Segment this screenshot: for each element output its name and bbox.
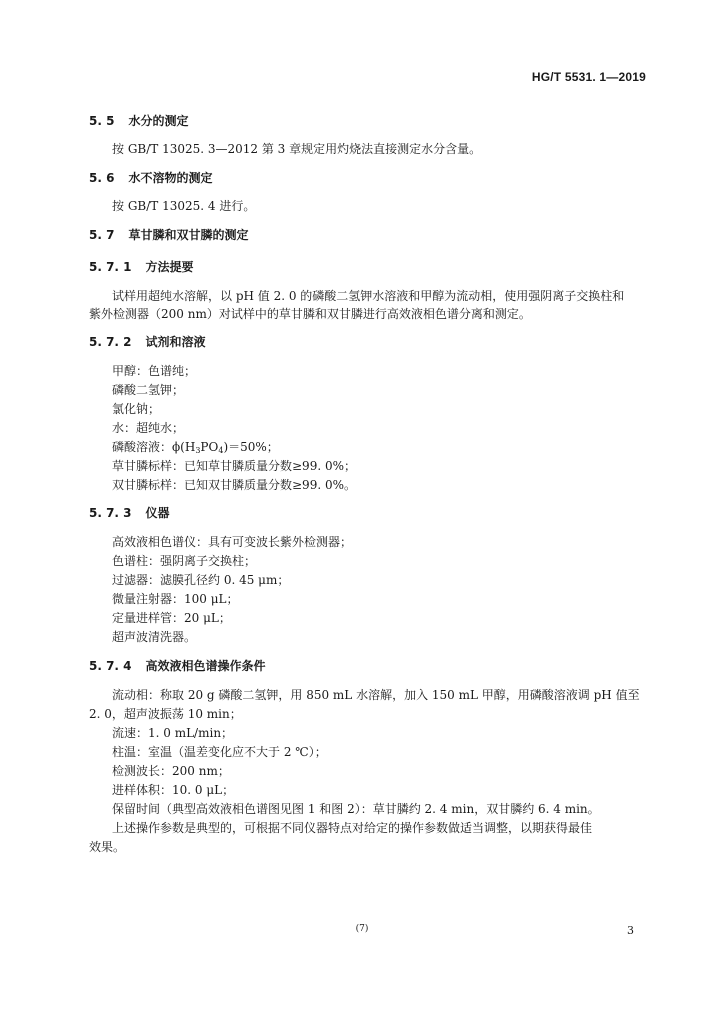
instrument-item: 色谱柱：强阴离子交换柱；	[112, 554, 257, 568]
section-title: 水不溶物的测定	[128, 171, 213, 185]
section-5-7-heading	[89, 228, 248, 242]
reagent-item: 磷酸二氢钾；	[112, 383, 185, 397]
formula-suffix: )＝50%；	[223, 440, 279, 454]
reagent-item: 甲醇：色谱纯；	[112, 364, 197, 378]
section-5-7-1-heading	[89, 260, 194, 274]
standard-number: HG/T 5531. 1—2019	[531, 70, 646, 84]
reagent-item: 水：超纯水；	[112, 421, 185, 435]
condition-line: 保留时间（典型高效液相色谱图见图 1 和图 2）：草甘膦约 2. 4 min，双甘膦约 6. 4 min。	[112, 802, 600, 816]
reagent-item: 氯化钠；	[112, 402, 161, 416]
section-number: 5. 7. 4	[89, 659, 132, 673]
section-number: 5. 7. 3	[89, 506, 132, 520]
instrument-item: 超声波清洗器。	[112, 630, 197, 644]
section-5-5-text: 按 GB/T 13025. 3—2012 第 3 章规定用灼烧法直接测定水分含量。	[112, 142, 482, 156]
footer-sequence: (7)	[355, 924, 369, 934]
condition-line: 流速：1. 0 mL/min；	[112, 726, 234, 740]
instrument-item: 微量注射器：100 μL；	[112, 592, 239, 606]
section-number: 5. 7. 1	[89, 260, 132, 274]
section-5-6-text: 按 GB/T 13025. 4 进行。	[112, 199, 256, 213]
section-number: 5. 6	[89, 171, 115, 185]
section-title: 仪器	[145, 506, 170, 520]
section-title: 草甘膦和双甘膦的测定	[128, 228, 249, 242]
formula-mid: PO	[200, 440, 219, 454]
section-title: 高效液相色谱操作条件	[145, 659, 266, 673]
instrument-item: 高效液相色谱仪：具有可变波长紫外检测器；	[112, 535, 353, 549]
section-number: 5. 5	[89, 114, 115, 128]
formula-subscript: 3	[195, 446, 201, 455]
formula-subscript: 4	[218, 446, 224, 455]
condition-line: 2. 0，超声波振荡 10 min；	[89, 707, 242, 721]
reagent-item-phosphoric-acid	[112, 440, 279, 454]
section-number: 5. 7	[89, 228, 115, 242]
section-5-7-1-line-1: 试样用超纯水溶解，以 pH 值 2. 0 的磷酸二氢钾水溶液和甲醇为流动相，使用强阴离子交换柱和	[112, 289, 625, 303]
section-5-7-1-line-2: 紫外检测器（200 nm）对试样中的草甘膦和双甘膦进行高效液相色谱分离和测定。	[89, 307, 531, 321]
instrument-item: 定量进样管：20 μL；	[112, 611, 231, 625]
page-number: 3	[627, 924, 634, 937]
section-5-7-3-heading	[89, 506, 170, 520]
condition-line: 检测波长：200 nm；	[112, 764, 230, 778]
section-5-5-heading	[89, 114, 188, 128]
reagent-item: 双甘膦标样：已知双甘膦质量分数≥99. 0%。	[112, 478, 356, 492]
section-title: 水分的测定	[128, 114, 189, 128]
section-5-6-heading	[89, 171, 212, 185]
condition-line: 效果。	[89, 840, 126, 854]
formula-prefix: 磷酸溶液：ϕ(H	[112, 440, 196, 454]
reagent-item: 草甘膦标样：已知草甘膦质量分数≥99. 0%；	[112, 459, 356, 473]
section-5-7-4-heading	[89, 659, 266, 673]
section-title: 方法提要	[145, 260, 194, 274]
instrument-item: 过滤器：滤膜孔径约 0. 45 μm；	[112, 573, 290, 587]
condition-line: 上述操作参数是典型的，可根据不同仪器特点对给定的操作参数做适当调整，以期获得最佳	[112, 821, 593, 835]
section-5-7-2-heading	[89, 335, 206, 349]
condition-line: 流动相：称取 20 g 磷酸二氢钾，用 850 mL 水溶解，加入 150 mL 甲醇，用磷酸溶液调 pH 值至	[112, 688, 640, 702]
condition-line: 柱温：室温（温差变化应不大于 2 ℃）；	[112, 745, 327, 759]
section-number: 5. 7. 2	[89, 335, 132, 349]
section-title: 试剂和溶液	[145, 335, 206, 349]
condition-line: 进样体积：10. 0 μL；	[112, 783, 235, 797]
